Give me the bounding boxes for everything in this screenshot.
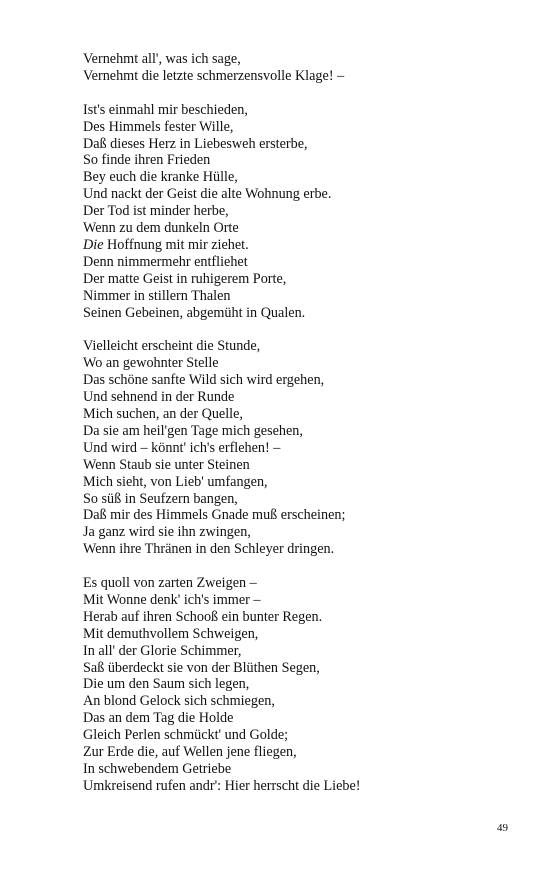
line-text: Denn nimmermehr entfliehet: [83, 253, 248, 270]
poem-line: [83, 761, 523, 778]
line-text: Mit Wonne denk' ich's immer –: [83, 591, 261, 608]
poem-line: [83, 693, 523, 710]
line-text: Daß dieses Herz in Liebesweh ersterbe,: [83, 135, 308, 152]
line-text: Ist's einmahl mir beschieden,: [83, 101, 248, 118]
poem-line: [83, 372, 523, 389]
poem-line: [83, 136, 523, 153]
line-text: Es quoll von zarten Zweigen –: [83, 575, 257, 592]
line-text: Des Himmels fester Wille,: [83, 118, 234, 135]
poem-line: [83, 575, 523, 592]
line-text: Herab auf ihren Schooß ein bunter Regen.: [83, 608, 323, 625]
line-text: Hoffnung mit mir ziehet.: [103, 236, 249, 253]
line-text: Daß mir des Himmels Gnade muß erscheinen;: [83, 507, 346, 524]
line-text: Das schöne sanfte Wild sich wird ergehen,: [83, 372, 325, 389]
line-text: Vernehmt die letzte schmerzensvolle Klage! –: [83, 67, 345, 84]
line-text: In schwebendem Getriebe: [83, 761, 232, 778]
line-text: Und sehnend in der Runde: [83, 389, 235, 406]
line-text: Der matte Geist in ruhigerem Porte,: [83, 270, 287, 287]
poem-line: [83, 507, 523, 524]
poem-line: [83, 524, 523, 541]
line-text: Das an dem Tag die Holde: [83, 710, 234, 727]
poem-line: [83, 203, 523, 220]
poem-line: [83, 474, 523, 491]
poem-line: [83, 68, 523, 85]
poem-line: [83, 271, 523, 288]
line-text: Wenn Staub sie unter Steinen: [83, 456, 250, 473]
line-text: In all' der Glorie Schimmer,: [83, 642, 242, 659]
poem-line: [83, 660, 523, 677]
poem-line: [83, 237, 523, 254]
poem-line: [83, 710, 523, 727]
poem-line: [83, 152, 523, 169]
line-text: An blond Gelock sich schmiegen,: [83, 693, 275, 710]
poem-line: [83, 592, 523, 609]
poem-line: [83, 423, 523, 440]
poem-line: [83, 355, 523, 372]
line-text: Die um den Saum sich legen,: [83, 676, 250, 693]
line-text: Und wird – könnt' ich's erflehen! –: [83, 439, 281, 456]
line-text: Vernehmt all', was ich sage,: [83, 51, 241, 67]
poem-line: [83, 643, 523, 660]
line-text: Mit demuthvollem Schweigen,: [83, 625, 259, 642]
line-text: Vielleicht erscheint die Stunde,: [83, 338, 261, 355]
poem-line: [83, 457, 523, 474]
stanza: [83, 575, 523, 795]
poem-line: [83, 744, 523, 761]
line-text: Umkreisend rufen andr': Hier herrscht die Liebe!: [83, 777, 361, 794]
poem-line: [83, 186, 523, 203]
italic-text: Die: [83, 236, 104, 253]
line-text: Zur Erde die, auf Wellen jene fliegen,: [83, 744, 297, 761]
poem-line: [83, 169, 523, 186]
poem-line: [83, 51, 523, 68]
line-text: Gleich Perlen schmückt' und Golde;: [83, 727, 289, 744]
line-text: Und nackt der Geist die alte Wohnung erbe.: [83, 186, 332, 203]
poem-line: [83, 609, 523, 626]
line-text: Bey euch die kranke Hülle,: [83, 169, 238, 186]
line-text: Mich sieht, von Lieb' umfangen,: [83, 473, 268, 490]
poem-text: [83, 51, 523, 812]
page-number: 49: [497, 822, 508, 834]
line-text: Seinen Gebeinen, abgemüht in Qualen.: [83, 304, 306, 321]
line-text: Mich suchen, an der Quelle,: [83, 406, 243, 422]
poem-line: [83, 676, 523, 693]
poem-line: [83, 305, 523, 322]
line-text: So finde ihren Frieden: [83, 152, 211, 169]
poem-line: [83, 626, 523, 643]
poem-line: [83, 541, 523, 558]
line-text: Wo an gewohnter Stelle: [83, 355, 219, 372]
stanza: [83, 51, 523, 85]
stanza: [83, 338, 523, 558]
line-text: So süß in Seufzern bangen,: [83, 490, 238, 507]
poem-line: [83, 440, 523, 457]
poem-line: [83, 119, 523, 136]
poem-line: [83, 727, 523, 744]
line-text: Saß überdeckt sie von der Blüthen Segen,: [83, 659, 320, 676]
poem-line: [83, 338, 523, 355]
poem-line: [83, 220, 523, 237]
poem-line: [83, 254, 523, 271]
line-text: Nimmer in stillern Thalen: [83, 287, 231, 304]
poem-line: [83, 406, 523, 423]
line-text: Ja ganz wird sie ihn zwingen,: [83, 524, 251, 541]
poem-line: [83, 778, 523, 795]
stanza: [83, 102, 523, 322]
line-text: Wenn ihre Thränen in den Schleyer dringen.: [83, 541, 335, 558]
poem-line: [83, 288, 523, 305]
line-text: Der Tod ist minder herbe,: [83, 203, 229, 220]
line-text: Wenn zu dem dunkeln Orte: [83, 220, 239, 237]
poem-line: [83, 491, 523, 508]
poem-line: [83, 102, 523, 119]
poem-line: [83, 389, 523, 406]
line-text: Da sie am heil'gen Tage mich gesehen,: [83, 422, 303, 439]
